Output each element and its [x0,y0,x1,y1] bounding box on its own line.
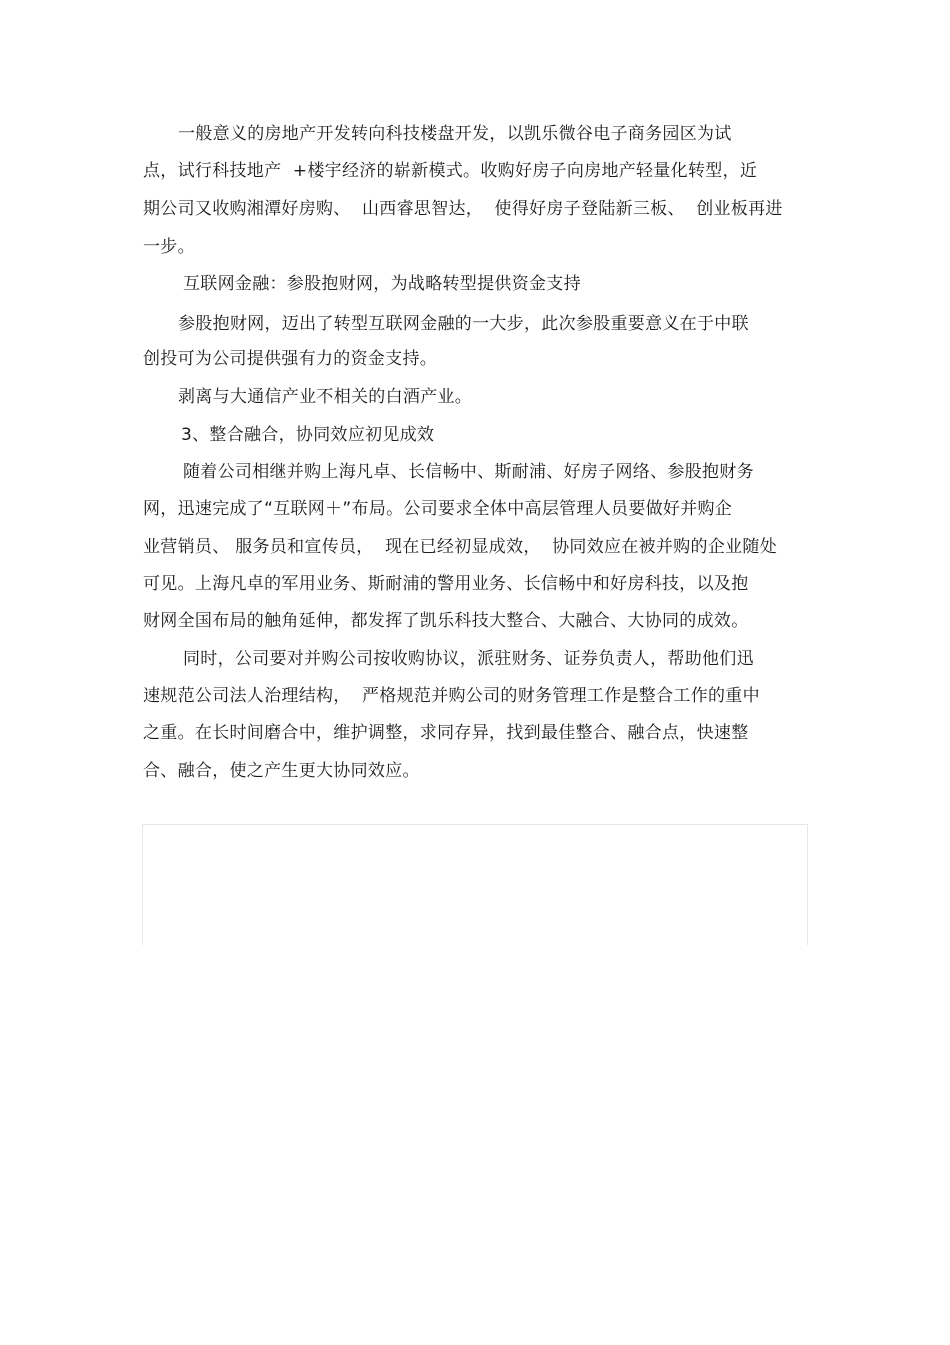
paragraph-line: 剥离与大通信产业不相关的白酒产业。 [178,387,473,407]
paragraph-line: 网，迅速完成了“互联网＋”布局。公司要求全体中高层管理人员要做好并购企 [143,499,733,519]
paragraph-line: 速规范公司法人治理结构， 严格规范并购公司的财务管理工作是整合工作的重中 [143,686,760,706]
section-heading: 互联网金融：参股抱财网，为战略转型提供资金支持 [183,274,581,294]
paragraph-line: 一般意义的房地产开发转向科技楼盘开发，以凯乐微谷电子商务园区为试 [178,124,732,144]
paragraph-line: 参股抱财网，迈出了转型互联网金融的一大步，此次参股重要意义在于中联 [178,314,749,334]
paragraph-line: 点，试行科技地产 +楼宇经济的崭新模式。收购好房子向房地产轻量化转型，近 [143,161,758,181]
empty-frame [142,824,808,945]
paragraph-line: 之重。在长时间磨合中，维护调整，求同存异，找到最佳整合、融合点，快速整 [143,723,749,743]
paragraph-line: 可见。上海凡卓的军用业务、斯耐浦的警用业务、长信畅中和好房科技，以及抱 [143,574,749,594]
paragraph-line: 创投可为公司提供强有力的资金支持。 [143,349,438,369]
paragraph-line: 合、融合，使之产生更大协同效应。 [143,761,420,781]
paragraph-line: 财网全国布局的触角延伸，都发挥了凯乐科技大整合、大融合、大协同的成效。 [143,611,749,631]
paragraph-line: 业营销员、 服务员和宣传员， 现在已经初显成效， 协同效应在被并购的企业随处 [143,537,778,557]
paragraph-line: 随着公司相继并购上海凡卓、长信畅中、斯耐浦、好房子网络、参股抱财务 [183,462,754,482]
paragraph-line: 一步。 [143,237,195,257]
paragraph-line: 期公司又收购湘潭好房购、 山西睿思智达， 使得好房子登陆新三板、 创业板再进 [143,199,783,219]
paragraph-line: 同时，公司要对并购公司按收购协议，派驻财务、证券负责人，帮助他们迅 [183,649,754,669]
section-heading: 3、整合融合，协同效应初见成效 [181,425,435,445]
